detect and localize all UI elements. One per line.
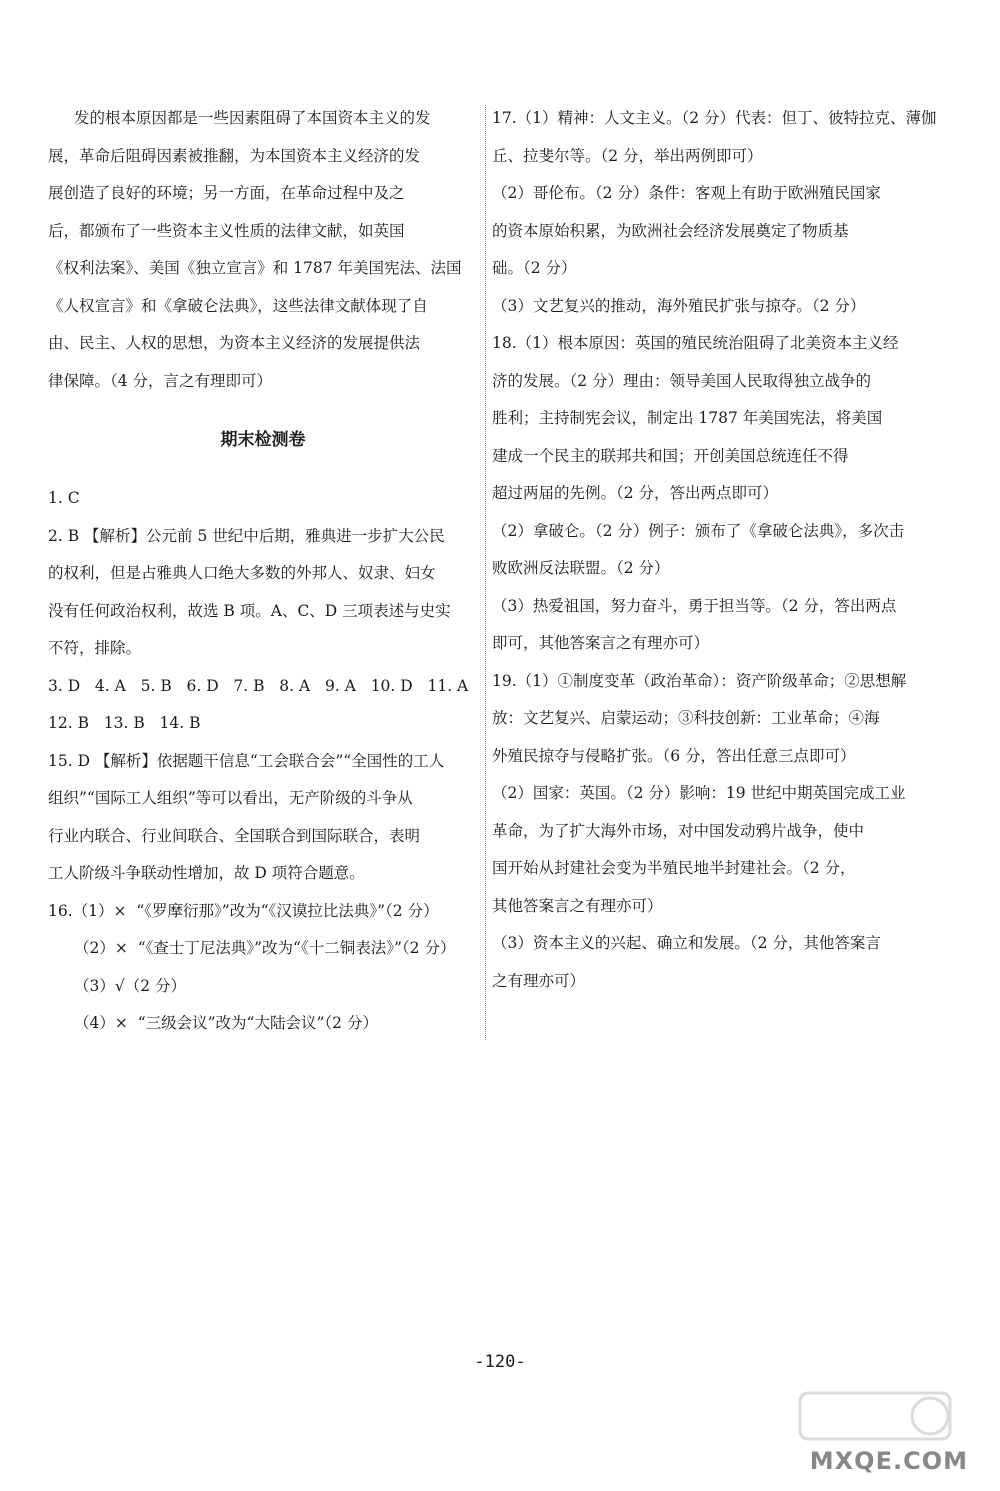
text-line: 发的根本原因都是一些因素阻碍了本国资本主义的发 xyxy=(74,109,431,127)
left-column xyxy=(48,100,478,1043)
answer-line: 17.（1）精神：人文主义。（2 分）代表：但丁、彼特拉克、薄伽 xyxy=(492,109,937,127)
answer-line: 丘、拉斐尔等。（2 分，举出两例即可） xyxy=(492,146,763,165)
answer-line: （2）× “《查士丁尼法典》”改为“《十二铜表法》”（2 分） xyxy=(74,939,456,957)
answer-line: （4）× “三级会议”改为“大陆会议”（2 分） xyxy=(74,1014,378,1032)
text-line: 律保障。（4 分，言之有理即可） xyxy=(48,371,273,390)
answer-line: 16.（1）× “《罗摩衍那》”改为“《汉谟拉比法典》”（2 分） xyxy=(48,901,439,920)
answer-line: 组织”“国际工人组织”等可以看出，无产阶级的斗争从 xyxy=(48,789,413,807)
answer-line: 2. B 【解析】公元前 5 世纪中后期，雅典进一步扩大公民 xyxy=(48,526,445,545)
answer-line: 建成一个民主的联邦共和国；开创美国总统连任不得 xyxy=(492,446,849,465)
answer-line: 放：文艺复兴、启蒙运动；③科技创新：工业革命；④海 xyxy=(492,709,880,727)
answer-line: 19.（1）①制度变革（政治革命）：资产阶级革命；②思想解 xyxy=(492,671,907,690)
answer-line: 的权利，但是占雅典人口绝大多数的外邦人、奴隶、妇女 xyxy=(48,564,436,582)
answer-line: 础。（2 分） xyxy=(492,259,577,277)
answer-line: （2）哥伦布。（2 分）条件：客观上有助于欧洲殖民国家 xyxy=(492,184,881,202)
text-line: 《人权宣言》和《拿破仑法典》，这些法律文献体现了自 xyxy=(48,296,428,315)
text-line: 后，都颁布了一些资本主义性质的法律文献，如英国 xyxy=(48,221,405,240)
answer-line: 即可，其他答案言之有理亦可） xyxy=(492,634,710,652)
answer-line: 3. D 4. A 5. B 6. D 7. B 8. A 9. A 10. D 11. A xyxy=(48,676,469,695)
answer-line: （3）√（2 分） xyxy=(74,976,187,995)
answer-line: 外殖民掠夺与侵略扩张。（6 分，答出任意三点即可） xyxy=(492,746,856,765)
answer-list xyxy=(48,480,478,1043)
answer-line: 1. C xyxy=(48,489,80,507)
text-line: 展，革命后阻碍因素被推翻，为本国资本主义经济的发 xyxy=(48,146,421,165)
answer-line: 18.（1）根本原因：英国的殖民统治阻碍了北美资本主义经 xyxy=(492,334,899,352)
answer-line: 胜利；主持制宪会议，制定出 1787 年美国宪法，将美国 xyxy=(492,409,883,427)
answer-line: 其他答案言之有理亦可） xyxy=(492,896,663,915)
answer-line: 工人阶级斗争联动性增加，故 D 项符合题意。 xyxy=(48,864,365,882)
answer-line: （2）拿破仑。（2 分）例子：颁布了《拿破仑法典》，多次击 xyxy=(492,521,905,540)
answer-line: 之有理亦可） xyxy=(492,971,586,990)
answer-line: 济的发展。（2 分）理由：领导美国人民取得独立战争的 xyxy=(492,371,872,390)
answer-line: 败欧洲反法联盟。（2 分） xyxy=(492,559,670,577)
answer-line: （2）国家：英国。（2 分）影响：19 世纪中期英国完成工业 xyxy=(492,784,906,802)
text-line: 由、民主、人权的思想，为资本主义经济的发展提供法 xyxy=(48,334,421,352)
answer-line: 没有任何政治权利，故选 B 项。A、C、D 三项表述与史实 xyxy=(48,601,451,620)
answer-line: 15. D 【解析】依据题干信息“工会联合会”“全国性的工人 xyxy=(48,751,445,770)
text-line: 展创造了良好的环境；另一方面，在革命过程中及之 xyxy=(48,184,405,202)
section-title: 期末检测卷 xyxy=(220,430,306,450)
answer-line: 的资本原始积累，为欧洲社会经济发展奠定了物质基 xyxy=(492,221,849,240)
answer-line: 12. B 13. B 14. B xyxy=(48,714,201,732)
answer-line: 革命，为了扩大海外市场，对中国发动鸦片战争，使中 xyxy=(492,821,865,840)
answer-line: （3）文艺复兴的推动，海外殖民扩张与掠夺。（2 分） xyxy=(492,296,866,315)
answer-line: （3）热爱祖国，努力奋斗，勇于担当等。（2 分，答出两点 xyxy=(492,596,897,615)
text-line: 《权利法案》、美国《独立宣言》和 1787 年美国宪法、法国 xyxy=(48,259,462,277)
column-divider xyxy=(485,105,486,1040)
answer-line: 国开始从封建社会变为半殖民地半封建社会。（2 分， xyxy=(492,859,856,877)
answer-line: 超过两届的先例。（2 分，答出两点即可） xyxy=(492,484,779,502)
watermark-text: MXQE.COM xyxy=(809,1447,968,1475)
page-number: -120- xyxy=(474,1352,526,1372)
intro-paragraph xyxy=(48,100,478,400)
answer-line: 行业内联合、行业间联合、全国联合到国际联合，表明 xyxy=(48,826,421,845)
answer-line: （3）资本主义的兴起、确立和发展。（2 分，其他答案言 xyxy=(492,934,881,952)
answer-line: 不符，排除。 xyxy=(48,639,142,657)
right-column xyxy=(492,100,937,1000)
